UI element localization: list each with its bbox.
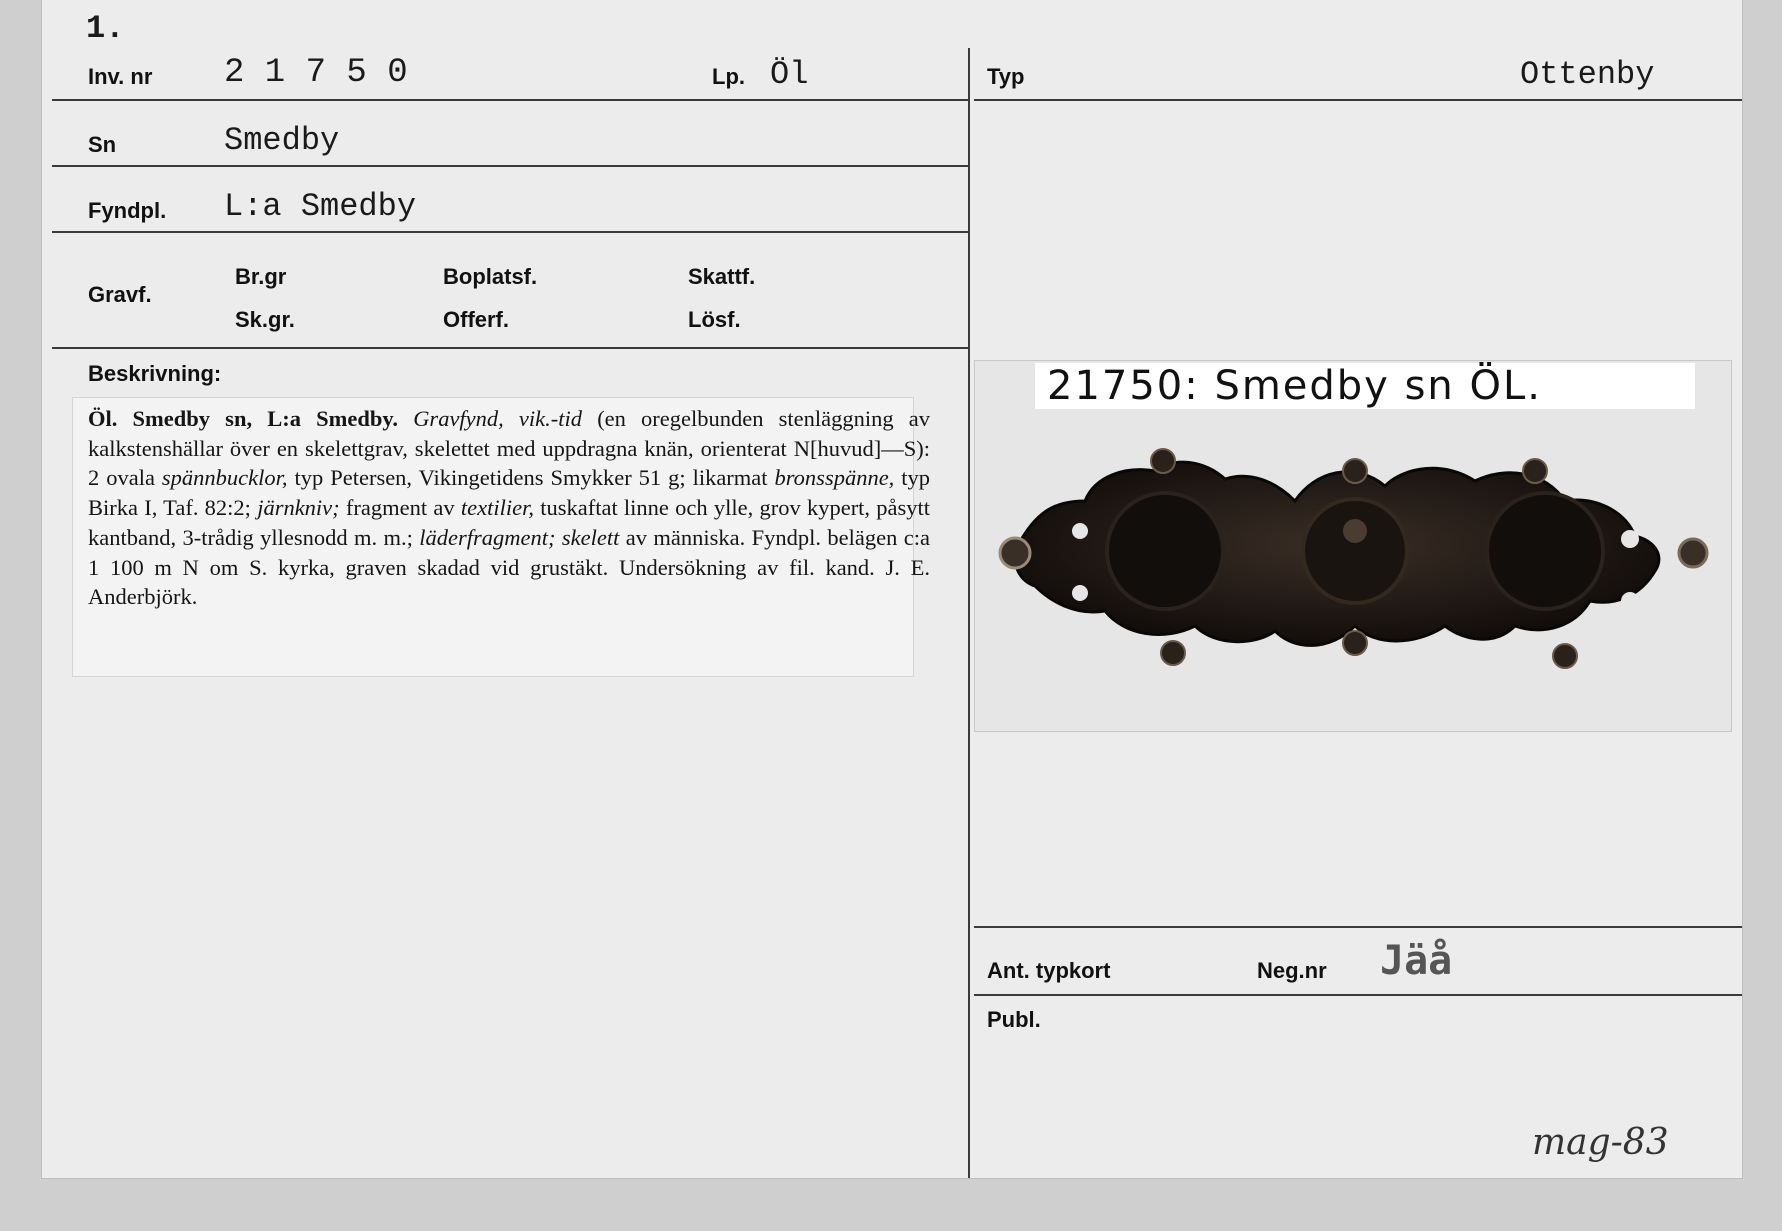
description-italic-4: järnkniv;	[257, 495, 340, 521]
offerf-label: Offerf.	[443, 307, 509, 332]
fyndpl-value: L:a Smedby	[224, 188, 417, 225]
skattf-label: Skattf.	[688, 264, 756, 289]
hole	[1072, 523, 1088, 539]
rule-sn	[52, 165, 968, 167]
description-italic-2: spännbucklor,	[161, 465, 288, 491]
rule-inv	[52, 99, 968, 101]
inv-label: Inv. nr	[88, 64, 153, 89]
rivet	[1343, 631, 1367, 655]
lp-label: Lp.	[712, 64, 745, 89]
sn-label: Sn	[88, 132, 117, 157]
description-italic-3: bronsspänne,	[774, 465, 895, 491]
fyndpl-label: Fyndpl.	[88, 198, 167, 223]
typ-value: Ottenby	[1520, 56, 1655, 93]
description-text-2: typ Petersen, Vikingetidens Smykker 51 g; likarmat	[294, 465, 768, 491]
description-italic-1: Gravfynd, vik.-tid	[413, 406, 583, 431]
boss-right	[1487, 493, 1603, 609]
photo-caption: 21750: Smedby sn ÖL.	[1035, 363, 1695, 409]
rule-typ	[974, 99, 1742, 101]
rivet	[1151, 449, 1175, 473]
hole	[1621, 592, 1639, 610]
description-italic-6: läderfragment; skelett	[419, 524, 620, 550]
rivet	[1343, 459, 1367, 483]
inv-value: 2 1 7 5 0	[224, 54, 408, 92]
center-divider	[968, 48, 970, 1178]
rivet	[1161, 641, 1185, 665]
rule-ant-typkort	[974, 926, 1742, 928]
negnr-label: Neg.nr	[1257, 958, 1327, 983]
lp-value: Öl	[770, 56, 809, 93]
catalog-card	[42, 0, 1742, 1178]
hole	[1072, 585, 1088, 601]
hole	[1621, 530, 1639, 548]
description-text-5: tuskaftat linne och ylle, grov kypert, påsytt kantband, 3-trådig yllesnodd m. m.;	[88, 495, 931, 550]
rivet	[1000, 538, 1030, 568]
card-number: 1.	[86, 10, 125, 47]
boss-center-knob	[1343, 519, 1367, 543]
rule-gravf	[52, 347, 968, 349]
brgr-label: Br.gr	[235, 264, 287, 289]
description-heading: Öl. Smedby sn, L:a Smedby.	[88, 406, 399, 431]
skgr-label: Sk.gr.	[235, 307, 295, 332]
boss-left	[1107, 493, 1223, 609]
description-text-6: av människa. Fyndpl. belägen c:a 1 100 m N om S. kyrka, graven skadad vid grustäkt. Undersökning av fil. kand. J. E. Anderbjörk.	[88, 524, 930, 610]
boplatsf-label: Boplatsf.	[443, 264, 538, 289]
sn-value: Smedby	[224, 122, 340, 159]
rule-fyndpl	[52, 231, 968, 233]
publ-label: Publ.	[987, 1007, 1041, 1032]
rivet	[1523, 459, 1547, 483]
rivet	[1553, 644, 1577, 668]
rule-negnr	[974, 994, 1742, 996]
description-text-1: (en oregelbunden stenläggning av kalkstenshällar över en skelettgrav, skelettet med uppdragna knän, orienterat N[huvud]—S): 2 ovala	[88, 406, 931, 491]
description-text-3: typ Birka I, Taf. 82:2;	[88, 465, 931, 521]
beskrivning-label: Beskrivning:	[88, 361, 222, 386]
boss-center	[1303, 499, 1407, 603]
handwritten-note: mag-83	[1532, 1122, 1669, 1163]
rivet	[1679, 539, 1707, 567]
artifact-photo	[974, 360, 1732, 732]
description-text	[88, 404, 930, 612]
typ-label: Typ	[987, 64, 1025, 89]
brooch-image	[975, 361, 1731, 731]
negnr-stamp: Jäå	[1380, 938, 1453, 984]
gravf-label: Gravf.	[88, 282, 152, 307]
description-text-4: fragment av	[345, 495, 455, 521]
ant-typkort-label: Ant. typkort	[987, 958, 1111, 983]
losf-label: Lösf.	[688, 307, 741, 332]
description-italic-5: textilier,	[460, 495, 534, 521]
